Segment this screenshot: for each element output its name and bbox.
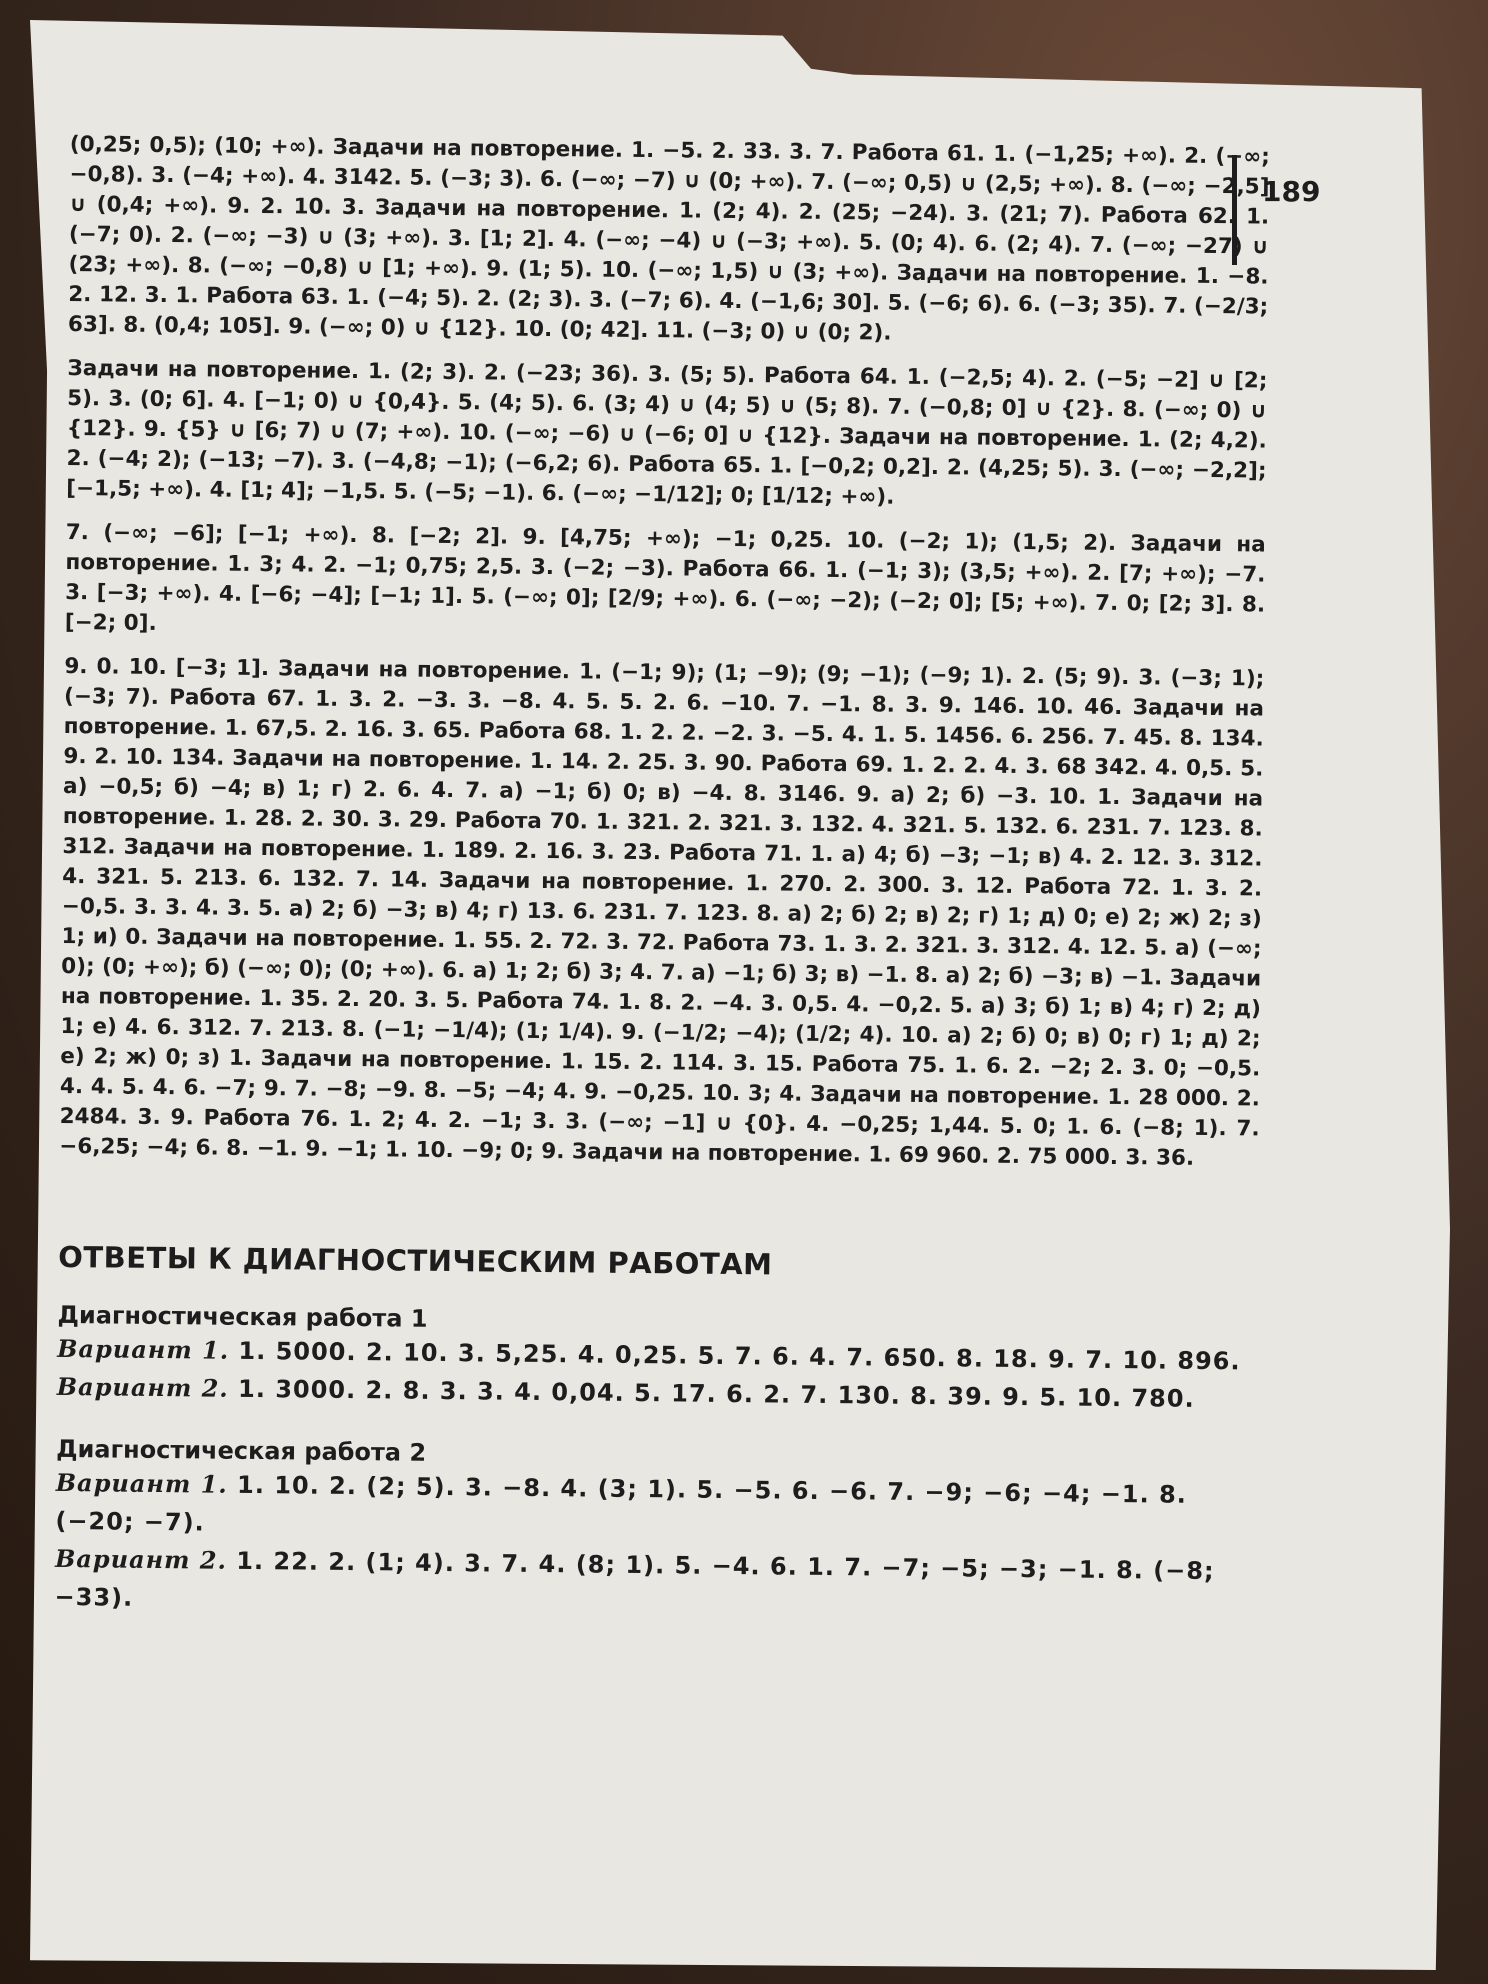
answers-paragraph: (0,25; 0,5); (10; +∞). Задачи на повторение. 1. −5. 2. 33. 3. 7. Работа 61. 1. (−1,25; +∞). 2. (−∞; −0,8). 3. (−4; +∞). 4. 3142. 5. (−3; 3). 6. (−∞; −7) ∪ (0; +∞). 7. (−∞; 0,5) ∪ (2,5; +∞). 8. (−∞; −2,5] ∪ (0,4; +∞). 9. 2. 10. 3. Задачи на повторение. 1. (2; 4). 2. (25; −24). 3. (21; 7). Работа 62. 1. (−7; 0). 2. (−∞; −3) ∪ (3; +∞). 3. [1; 2]. 4. (−∞; −4) ∪ (−3; +∞). 5. (0; 4). 6. (2; 4). 7. (−∞; −27) ∪ (23; +∞). 8. (−∞; −0,8) ∪ [1; +∞). 9. (1; 5). 10. (−∞; 1,5) ∪ (3; +∞). Задачи на повторение. 1. −8. 2. 12. 3. 1. Работа 63. 1. (−4; 5). 2. (2; 3). 3. (−7; 6). 4. (−1,6; 30]. 5. (−6; 6). 6. (−3; 35). 7. (−2/3; 63]. 8. (0,4; 105]. 9. (−∞; 0) ∪ {12}. 10. (0; 42]. 11. (−3; 0) ∪ (0; 2).: [67, 131, 1270, 346]
answers-paragraph: 7. (−∞; −6]; [−1; +∞). 8. [−2; 2]. 9. [4,75; +∞); −1; 0,25. 10. (−2; 1); (1,5; 2). Задачи на повторение. 1. 3; 4. 2. −1; 0,75; 2,5. 3. (−2; −3). Работа 66. 1. (−1; 3); (3,5; +∞). 2. [7; +∞); −7. 3. [−3; +∞). 4. [−6; −4]; [−1; 1]. 5. (−∞; 0]; [2/9; +∞). 6. (−∞; −2); (−2; 0]; [5; +∞). 7. 0; [2; 3]. 8. [−2; 0].: [64, 519, 1266, 636]
page-number: 189: [1262, 175, 1321, 208]
variant-line: [54, 1540, 1255, 1629]
variant-answers: 1. 22. 2. (1; 4). 3. 7. 4. (8; 1). 5. −4. 6. 1. 7. −7; −5; −3; −1. 8. (−8; −33).: [54, 1546, 1215, 1612]
diagnostic-block: [54, 1434, 1256, 1629]
answers-paragraph: Задачи на повторение. 1. (2; 3). 2. (−23; 36). 3. (5; 5). Работа 64. 1. (−2,5; 4). 2. (−5; −2] ∪ [2; 5). 3. (0; 6]. 4. [−1; 0) ∪ {0,4}. 5. (4; 5). 6. (3; 4) ∪ (4; 5) ∪ (5; 8). 7. (−0,8; 0] ∪ {2}. 8. (−∞; 0) ∪ {12}. 9. {5} ∪ [6; 7) ∪ (7; +∞). 10. (−∞; −6) ∪ (−6; 0] ∪ {12}. Задачи на повторение. 1. (2; 4,2). 2. (−4; 2); (−13; −7). 3. (−4,8; −1); (−6,2; 6). Работа 65. 1. [−0,2; 0,2]. 2. (4,25; 5). 3. (−∞; −2,2]; [−1,5; +∞). 4. [1; 4]; −1,5. 5. (−5; −1). 6. (−∞; −1/12]; 0; [1/12; +∞).: [66, 355, 1268, 510]
variant-label: Вариант 1.: [57, 1333, 230, 1365]
answers-text: [59, 130, 1270, 1175]
section-title: ОТВЕТЫ К ДИАГНОСТИЧЕСКИМ РАБОТАМ: [58, 1239, 773, 1282]
diagnostic-heading: Диагностическая работа 2: [56, 1434, 427, 1467]
variant-answers: 1. 5000. 2. 10. 3. 5,25. 4. 0,25. 5. 7. 6. 4. 7. 650. 8. 18. 9. 7. 10. 896.: [238, 1336, 1241, 1376]
answers-paragraph: 9. 0. 10. [−3; 1]. Задачи на повторение. 1. (−1; 9); (1; −9); (9; −1); (−9; 1). 2. (5; 9). 3. (−3; 1); (−3; 7). Работа 67. 1. 3. 2. −3. 3. −8. 4. 5. 5. 2. 6. −10. 7. −1. 8. 3. 9. 146. 10. 46. Задачи на повторение. 1. 67,5. 2. 16. 3. 65. Работа 68. 1. 2. 2. −2. 3. −5. 4. 1. 5. 1456. 6. 256. 7. 45. 8. 134. 9. 2. 10. 134. Задачи на повторение. 1. 14. 2. 25. 3. 90. Работа 69. 1. 2. 2. 4. 3. 68 342. 4. 0,5. 5. а) −0,5; б) −4; в) 1; г) 2. 6. 4. 7. а) −1; б) 0; в) −4. 8. 3146. 9. а) 2; б) −3. 10. 1. Задачи на повторение. 1. 28. 2. 30. 3. 29. Работа 70. 1. 321. 2. 321. 3. 132. 4. 321. 5. 132. 6. 231. 7. 123. 8. 312. Задачи на повторение. 1. 189. 2. 16. 3. 23. Работа 71. 1. а) 4; б) −3; −1; в) 4. 2. 12. 3. 312. 4. 321. 5. 213. 6. 132. 7. 14. Задачи на повторение. 1. 270. 2. 300. 3. 12. Работа 72. 1. 3. 2. −0,5. 3. 3. 4. 3. 5. а) 2; б) −3; в) 4; г) 13. 6. 231. 7. 123. 8. а) 2; б) 2; в) 2; г) 1; д) 0; е) 2; ж) 2; з) 1; и) 0. Задачи на повторение. 1. 55. 2. 72. 3. 72. Работа 73. 1. 3. 2. 321. 3. 312. 4. 12. 5. а) (−∞; 0); (0; +∞); б) (−∞; 0); (0; +∞). 6. а) 1; 2; б) 3; 4. 7. а) −1; б) 3; в) −1. 8. а) 2; б) −3; в) −1. Задачи на повторение. 1. 35. 2. 20. 3. 5. Работа 74. 1. 8. 2. −4. 3. 0,5. 4. −0,2. 5. а) 3; б) 1; в) 4; г) 2; д) 1; е) 4. 6. 312. 7. 213. 8. (−1; −1/4); (1; 1/4). 9. (−1/2; −4); (1/2; 4). 10. а) 2; б) 0; в) 0; г) 1; д) 2; е) 2; ж) 0; з) 1. Задачи на повторение. 1. 15. 2. 114. 3. 15. Работа 75. 1. 6. 2. −2; 2. 3. 0; −0,5. 4. 4. 5. 4. 6. −7; 9. 7. −8; −9. 8. −5; −4; 4. 9. −0,25. 10. 3; 4. Задачи на повторение. 1. 28 000. 2. 2484. 3. 9. Работа 76. 1. 2; 4. 2. −1; 3. 3. (−∞; −1] ∪ {0}. 4. −0,25; 1,44. 5. 0; 1. 6. (−8; 1). 7. −6,25; −4; 6. 8. −1. 9. −1; 1. 10. −9; 0; 9. Задачи на повторение. 1. 69 960. 2. 75 000. 3. 36.: [59, 653, 1265, 1171]
variant-label: Вариант 1.: [55, 1467, 228, 1499]
variant-line: [55, 1464, 1256, 1553]
variant-label: Вариант 2.: [54, 1543, 228, 1575]
answers-page: [54, 130, 1269, 1628]
diagnostic-block: [57, 1300, 1258, 1419]
variant-answers: 1. 10. 2. (2; 5). 3. −8. 4. (3; 1). 5. −5. 6. −6. 7. −9; −6; −4; −1. 8. (−20; −7).: [55, 1470, 1188, 1537]
diagnostic-heading: Диагностическая работа 1: [57, 1300, 428, 1333]
variant-answers: 1. 3000. 2. 8. 3. 3. 4. 0,04. 5. 17. 6. 2. 7. 130. 8. 39. 9. 5. 10. 780.: [237, 1374, 1195, 1413]
variant-label: Вариант 2.: [56, 1371, 229, 1403]
